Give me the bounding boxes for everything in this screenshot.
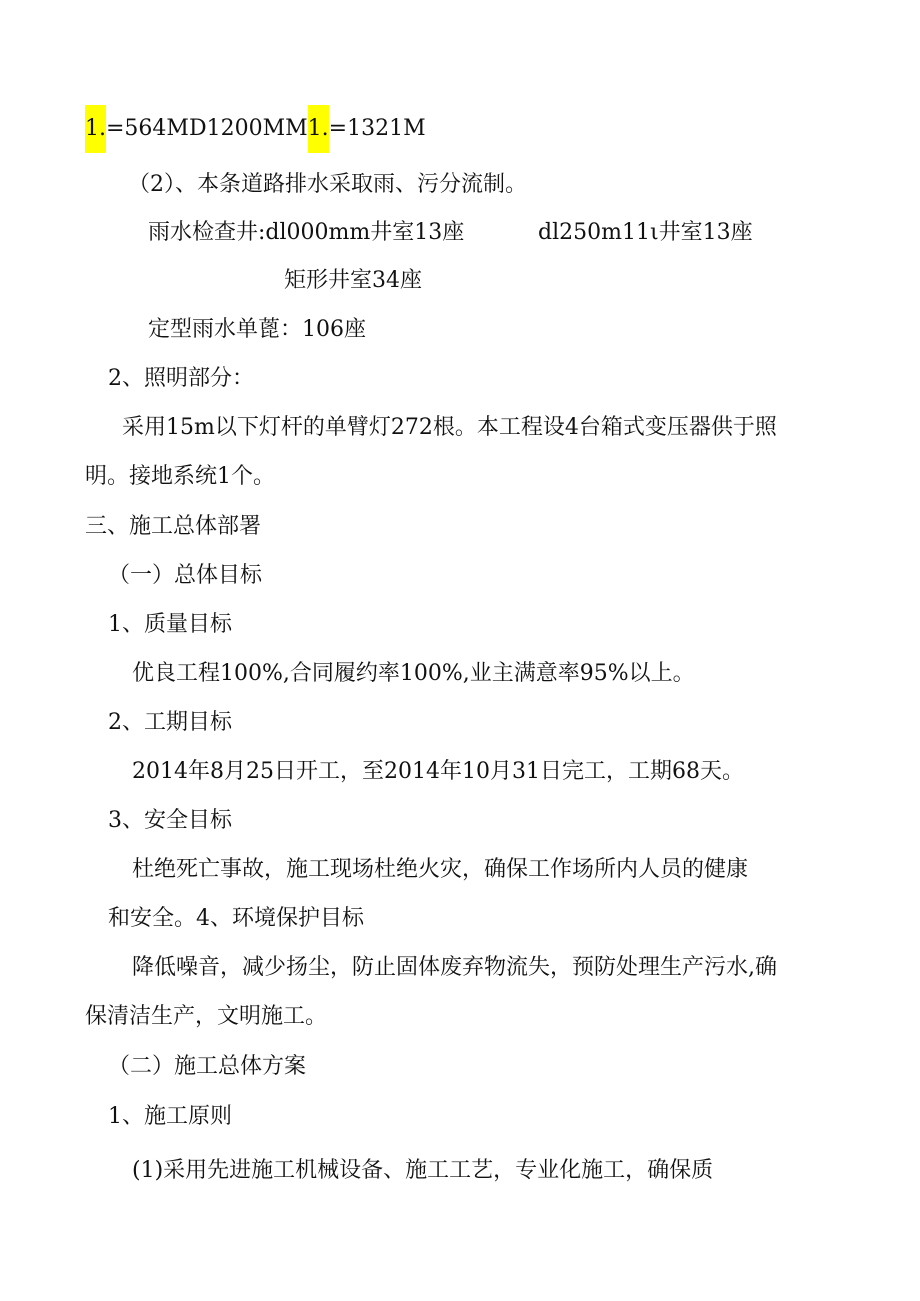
formula-line [85, 105, 426, 153]
paragraph-lighting-2: 明。接地系统1个。 [85, 464, 275, 489]
paragraph-safety-2: 和安全。4、环境保护目标 [108, 906, 364, 931]
highlighted-number: 1. [308, 105, 329, 153]
heading-quality-goal: 1、质量目标 [108, 612, 232, 637]
paragraph-quality: 优良工程100%,合同履约率100%,业主满意率95%以上。 [132, 661, 695, 686]
heading-lighting: 2、照明部分： [108, 366, 254, 391]
paragraph-inspection-well-2: dl250m11ι井室13座 [538, 220, 753, 245]
paragraph-lighting-1: 采用15m以下灯杆的单臂灯272根。本工程设4台箱式变压器供于照 [122, 415, 777, 440]
paragraph-inspection-well: 雨水检查井:dl000mm井室13座 [148, 220, 465, 245]
paragraph-rain-grate: 定型雨水单蓖：106座 [148, 317, 366, 342]
paragraph-environment-1: 降低噪音，减少扬尘，防止固体废弃物流失，预防处理生产污水,确 [132, 955, 777, 980]
highlighted-number: 1. [85, 105, 106, 153]
heading-overall-plan: （二）施工总体方案 [108, 1054, 307, 1079]
heading-overall-goal: （一）总体目标 [108, 563, 263, 588]
paragraph-rect-well: 矩形井室34座 [284, 268, 422, 293]
paragraph-principle-1: (1)采用先进施工机械设备、施工工艺，专业化施工，确保质 [132, 1158, 714, 1183]
heading-section-3: 三、施工总体部署 [85, 514, 262, 539]
formula-text: =564MD1200MM [106, 116, 308, 141]
paragraph-drainage: （2）、本条道路排水采取雨、污分流制。 [128, 172, 527, 197]
formula-text: =1321M [328, 116, 426, 141]
heading-principles: 1、施工原则 [108, 1104, 232, 1129]
paragraph-safety-1: 杜绝死亡事故，施工现场杜绝火灾，确保工作场所内人员的健康 [132, 857, 749, 882]
heading-safety-goal: 3、安全目标 [108, 808, 232, 833]
paragraph-schedule: 2014年8月25日开工，至2014年10月31日完工，工期68天。 [132, 759, 744, 784]
paragraph-environment-2: 保清洁生产，文明施工。 [85, 1004, 328, 1029]
heading-schedule-goal: 2、工期目标 [108, 710, 232, 735]
